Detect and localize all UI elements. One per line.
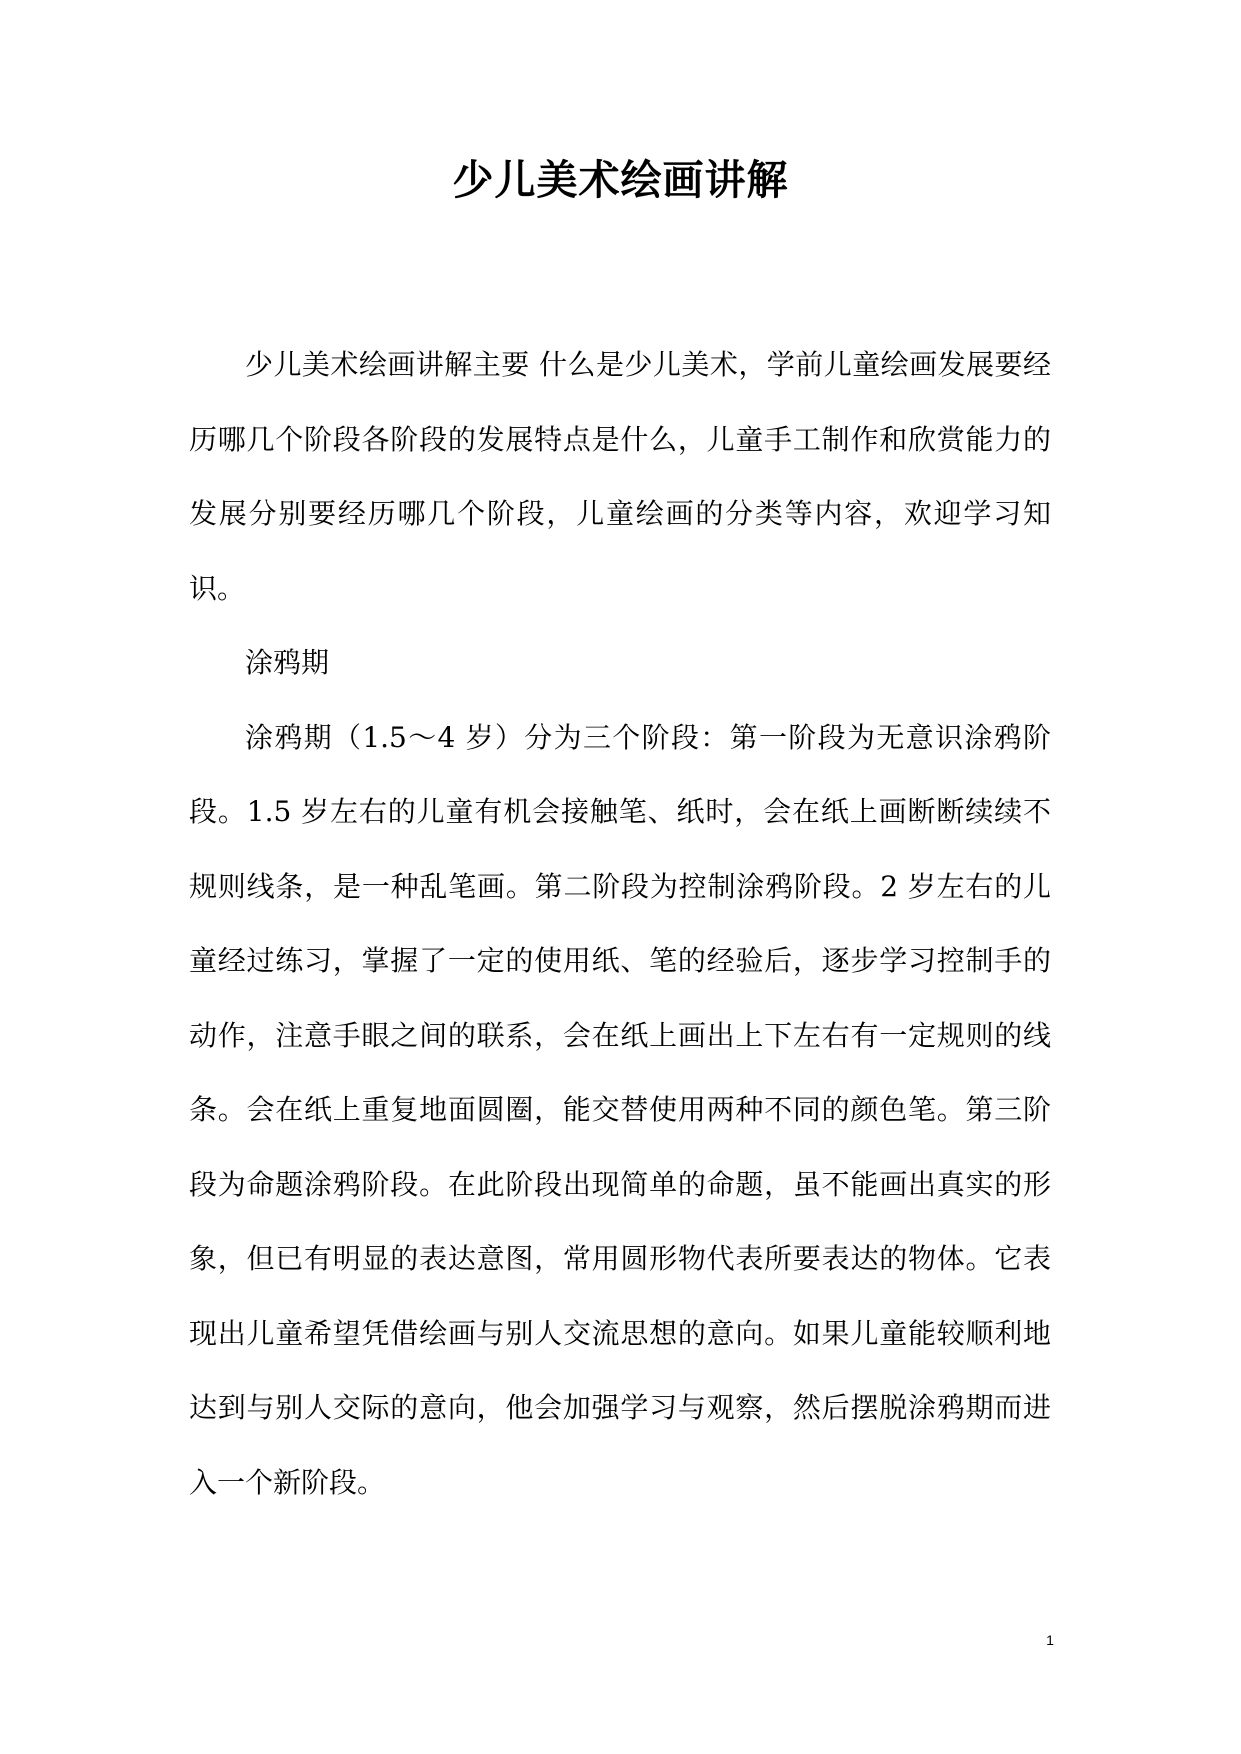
document-title: 少儿美术绘画讲解 <box>452 156 789 204</box>
document-body <box>189 328 1051 1520</box>
scribble-stage-paragraph: 涂鸦期（1.5～4 岁）分为三个阶段：第一阶段为无意识涂鸦阶段。1.5 岁左右的儿童有机会接触笔、纸时，会在纸上画断断续续不规则线条，是一种乱笔画。第二阶段为控制涂鸦阶段。2 岁左右的儿童经过练习，掌握了一定的使用纸、笔的经验后，逐步学习控制手的动作，注意手眼之间的联系，会在纸上画出上下左右有一定规则的线条。会在纸上重复地面圆圈，能交替使用两种不同的颜色笔。第三阶段为命题涂鸦阶段。在此阶段出现简单的命题，虽不能画出真实的形象，但已有明显的表达意图，常用圆形物代表所要表达的物体。它表现出儿童希望凭借绘画与别人交流思想的意向。如果儿童能较顺利地达到与别人交际的意向，他会加强学习与观察，然后摆脱涂鸦期而进入一个新阶段。 <box>189 720 1051 1499</box>
intro-paragraph: 少儿美术绘画讲解主要 什么是少儿美术，学前儿童绘画发展要经历哪几个阶段各阶段的发展特点是什么，儿童手工制作和欣赏能力的发展分别要经历哪几个阶段，儿童绘画的分类等内容，欢迎学习知识。 <box>189 348 1051 605</box>
page-number: 1 <box>1046 1632 1054 1648</box>
section-heading-scribble-stage: 涂鸦期 <box>245 646 330 679</box>
